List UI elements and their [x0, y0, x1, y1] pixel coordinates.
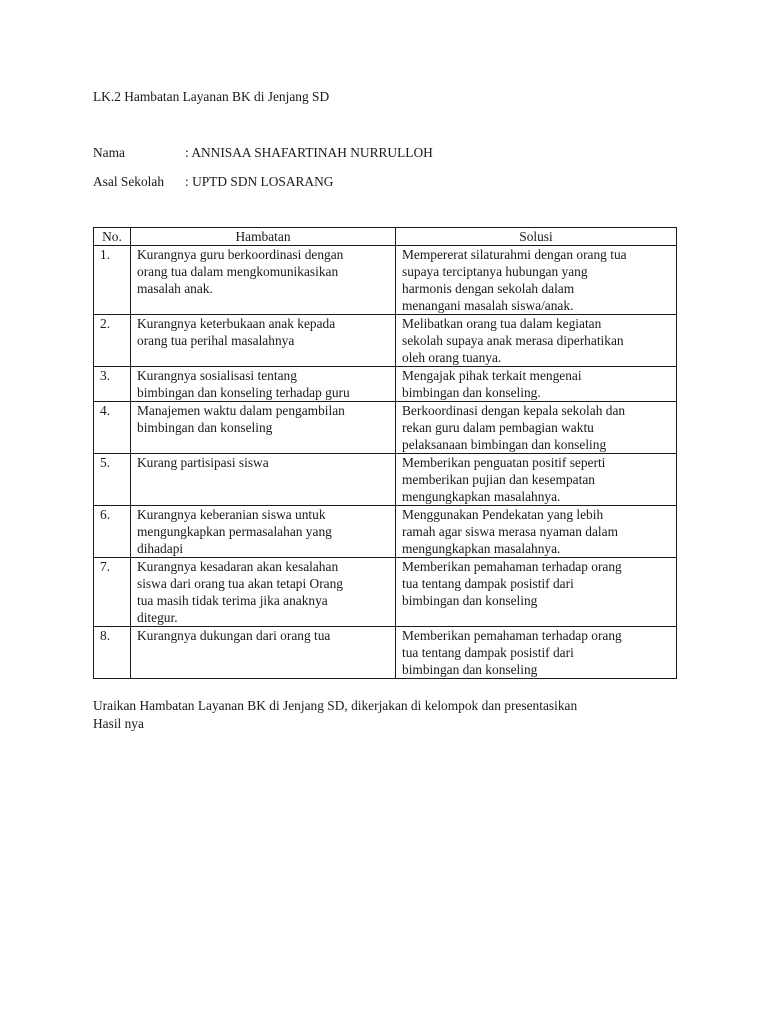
solusi-line: bimbingan dan konseling.	[402, 385, 541, 400]
solusi-line: ramah agar siswa merasa nyaman dalam	[402, 524, 619, 539]
header-no: No.	[94, 228, 131, 246]
hambatan-cell	[131, 315, 396, 367]
hambatan-cell	[131, 246, 396, 315]
solusi-line: Memberikan pemahaman terhadap orang	[402, 559, 622, 574]
table-row	[94, 506, 677, 558]
hambatan-line: Kurangnya guru berkoordinasi dengan	[137, 247, 344, 262]
solusi-line: bimbingan dan konseling	[402, 662, 538, 677]
hambatan-line: mengungkapkan permasalahan yang	[137, 524, 332, 539]
row-number: 1.	[94, 246, 131, 315]
solusi-line: bimbingan dan konseling	[402, 593, 538, 608]
identity-name-row	[93, 144, 433, 173]
solusi-line: tua tentang dampak posistif dari	[402, 645, 574, 660]
name-value: : ANNISAA SHAFARTINAH NURRULLOH	[185, 145, 433, 160]
hambatan-cell	[131, 454, 396, 506]
hambatan-line: Kurangnya kesadaran akan kesalahan	[137, 559, 339, 574]
solusi-line: Memberikan pemahaman terhadap orang	[402, 628, 622, 643]
row-number: 5.	[94, 454, 131, 506]
solusi-line: supaya terciptanya hubungan yang	[402, 264, 588, 279]
solusi-line: oleh orang tuanya.	[402, 350, 502, 365]
solusi-cell	[396, 246, 677, 315]
solusi-line: rekan guru dalam pembagian waktu	[402, 420, 594, 435]
table-row	[94, 454, 677, 506]
solusi-line: Mengajak pihak terkait mengenai	[402, 368, 582, 383]
solusi-line: sekolah supaya anak merasa diperhatikan	[402, 333, 624, 348]
solusi-cell	[396, 506, 677, 558]
table-row	[94, 627, 677, 679]
solusi-line: pelaksanaan bimbingan dan konseling	[402, 437, 607, 452]
header-solusi: Solusi	[396, 228, 677, 246]
table-row	[94, 367, 677, 402]
identity-school-row	[93, 173, 433, 202]
hambatan-line: Manajemen waktu dalam pengambilan	[137, 403, 345, 418]
identity-block	[93, 144, 433, 202]
table-header-row	[94, 228, 677, 246]
hambatan-line: orang tua perihal masalahnya	[137, 333, 295, 348]
instruction-text	[93, 697, 693, 733]
solusi-cell	[396, 627, 677, 679]
document-title: LK.2 Hambatan Layanan BK di Jenjang SD	[93, 89, 330, 104]
solusi-line: memberikan pujian dan kesempatan	[402, 472, 595, 487]
name-label: Nama	[93, 145, 125, 160]
row-number: 6.	[94, 506, 131, 558]
hambatan-cell	[131, 506, 396, 558]
school-label: Asal Sekolah	[93, 174, 165, 189]
school-value: : UPTD SDN LOSARANG	[185, 174, 334, 189]
row-number: 8.	[94, 627, 131, 679]
solusi-cell	[396, 402, 677, 454]
hambatan-cell	[131, 367, 396, 402]
hambatan-cell	[131, 627, 396, 679]
solusi-line: mengungkapkan masalahnya.	[402, 541, 561, 556]
hambatan-line: Kurangnya keberanian siswa untuk	[137, 507, 326, 522]
row-number: 3.	[94, 367, 131, 402]
hambatan-line: Kurangnya sosialisasi tentang	[137, 368, 297, 383]
hambatan-line: masalah anak.	[137, 281, 213, 296]
hambatan-line: bimbingan dan konseling	[137, 420, 273, 435]
solusi-line: Melibatkan orang tua dalam kegiatan	[402, 316, 602, 331]
table-row	[94, 558, 677, 627]
solusi-cell	[396, 454, 677, 506]
table-body	[94, 246, 677, 679]
hambatan-line: bimbingan dan konseling terhadap guru	[137, 385, 350, 400]
hambatan-line: Kurangnya dukungan dari orang tua	[137, 628, 331, 643]
solusi-line: menangani masalah siswa/anak.	[402, 298, 574, 313]
hambatan-line: Kurangnya keterbukaan anak kepada	[137, 316, 336, 331]
header-hambatan: Hambatan	[131, 228, 396, 246]
hambatan-line: Kurang partisipasi siswa	[137, 455, 269, 470]
hambatan-line: orang tua dalam mengkomunikasikan	[137, 264, 339, 279]
instruction-line: Uraikan Hambatan Layanan BK di Jenjang SD, dikerjakan di kelompok dan presentasikan	[93, 698, 578, 713]
hambatan-line: dihadapi	[137, 541, 184, 556]
row-number: 7.	[94, 558, 131, 627]
solusi-line: tua tentang dampak posistif dari	[402, 576, 574, 591]
table-row	[94, 246, 677, 315]
solusi-cell	[396, 315, 677, 367]
solusi-cell	[396, 558, 677, 627]
instruction-line: Hasil nya	[93, 716, 144, 731]
row-number: 2.	[94, 315, 131, 367]
table-row	[94, 315, 677, 367]
hambatan-line: siswa dari orang tua akan tetapi Orang	[137, 576, 343, 591]
row-number: 4.	[94, 402, 131, 454]
hambatan-table	[93, 227, 677, 679]
solusi-line: Menggunakan Pendekatan yang lebih	[402, 507, 604, 522]
solusi-line: Memberikan penguatan positif seperti	[402, 455, 606, 470]
solusi-line: Mempererat silaturahmi dengan orang tua	[402, 247, 627, 262]
solusi-line: mengungkapkan masalahnya.	[402, 489, 561, 504]
solusi-cell	[396, 367, 677, 402]
solusi-line: harmonis dengan sekolah dalam	[402, 281, 575, 296]
hambatan-line: ditegur.	[137, 610, 178, 625]
solusi-line: Berkoordinasi dengan kepala sekolah dan	[402, 403, 626, 418]
hambatan-line: tua masih tidak terima jika anaknya	[137, 593, 328, 608]
table-row	[94, 402, 677, 454]
hambatan-cell	[131, 402, 396, 454]
hambatan-cell	[131, 558, 396, 627]
